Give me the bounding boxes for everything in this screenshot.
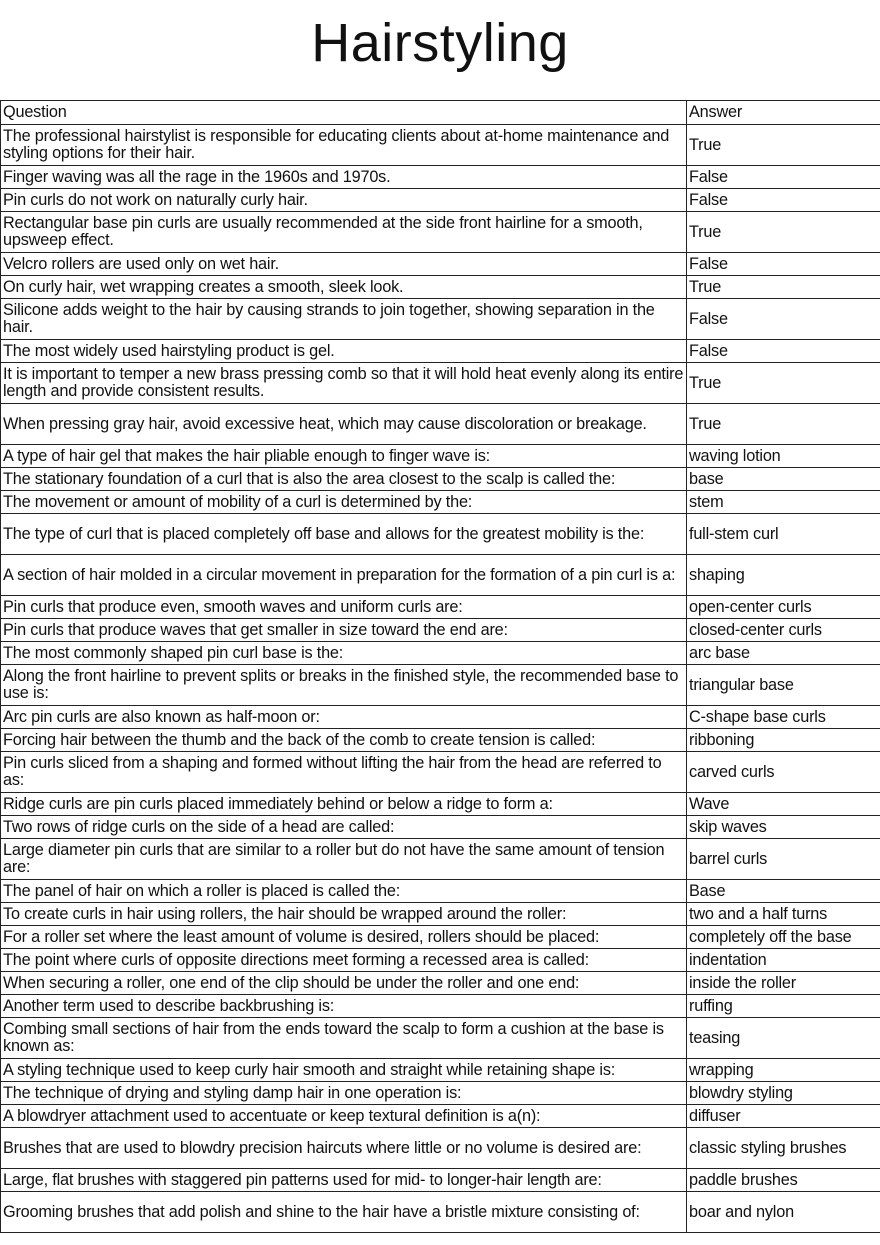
table-row <box>1 752 880 793</box>
question-cell: A blowdryer attachment used to accentuate or keep textural definition is a(n): <box>1 1105 687 1128</box>
table-row <box>1 189 880 212</box>
answer-cell: True <box>687 363 880 404</box>
answer-cell: Wave <box>687 793 880 816</box>
question-cell: It is important to temper a new brass pressing comb so that it will hold heat evenly along its entire length and provide consistent results. <box>1 363 687 404</box>
answer-cell: triangular base <box>687 665 880 706</box>
table-row <box>1 972 880 995</box>
answer-cell: blowdry styling <box>687 1082 880 1105</box>
table-row <box>1 926 880 949</box>
answer-cell: True <box>687 125 880 166</box>
table-row <box>1 491 880 514</box>
table-row <box>1 340 880 363</box>
answer-cell: boar and nylon <box>687 1192 880 1233</box>
table-row <box>1 793 880 816</box>
answer-cell: stem <box>687 491 880 514</box>
table-row <box>1 665 880 706</box>
question-cell: The most commonly shaped pin curl base is the: <box>1 642 687 665</box>
table-row <box>1 1105 880 1128</box>
table-row <box>1 839 880 880</box>
answer-cell: diffuser <box>687 1105 880 1128</box>
question-cell: The most widely used hairstyling product is gel. <box>1 340 687 363</box>
question-cell: Forcing hair between the thumb and the back of the comb to create tension is called: <box>1 729 687 752</box>
answer-cell: full-stem curl <box>687 514 880 555</box>
question-cell: Two rows of ridge curls on the side of a head are called: <box>1 816 687 839</box>
question-cell: Another term used to describe backbrushing is: <box>1 995 687 1018</box>
answer-cell: shaping <box>687 555 880 596</box>
question-cell: Pin curls that produce even, smooth waves and uniform curls are: <box>1 596 687 619</box>
question-cell: When pressing gray hair, avoid excessive heat, which may cause discoloration or breakage. <box>1 404 687 445</box>
table-row <box>1 253 880 276</box>
question-cell: Silicone adds weight to the hair by causing strands to join together, showing separation in the hair. <box>1 299 687 340</box>
answer-cell: True <box>687 276 880 299</box>
table-header-row <box>1 101 880 125</box>
table-row <box>1 706 880 729</box>
question-cell: Arc pin curls are also known as half-moon or: <box>1 706 687 729</box>
answer-cell: teasing <box>687 1018 880 1059</box>
table-row <box>1 1169 880 1192</box>
answer-cell: barrel curls <box>687 839 880 880</box>
table-row <box>1 903 880 926</box>
question-cell: Pin curls do not work on naturally curly hair. <box>1 189 687 212</box>
table-row <box>1 468 880 491</box>
answer-cell: paddle brushes <box>687 1169 880 1192</box>
question-cell: Combing small sections of hair from the ends toward the scalp to form a cushion at the base is known as: <box>1 1018 687 1059</box>
answer-cell: False <box>687 166 880 189</box>
answer-cell: base <box>687 468 880 491</box>
table-row <box>1 363 880 404</box>
question-cell: The type of curl that is placed completely off base and allows for the greatest mobility is the: <box>1 514 687 555</box>
question-cell: Grooming brushes that add polish and shine to the hair have a bristle mixture consisting of: <box>1 1192 687 1233</box>
table-row <box>1 596 880 619</box>
table-row <box>1 276 880 299</box>
answer-cell: indentation <box>687 949 880 972</box>
answer-cell: inside the roller <box>687 972 880 995</box>
table-row <box>1 1128 880 1169</box>
table-row <box>1 1059 880 1082</box>
answer-cell: completely off the base <box>687 926 880 949</box>
answer-cell: True <box>687 212 880 253</box>
table-row <box>1 816 880 839</box>
question-cell: Large, flat brushes with staggered pin patterns used for mid- to longer-hair length are: <box>1 1169 687 1192</box>
table-row <box>1 995 880 1018</box>
answer-cell: False <box>687 189 880 212</box>
table-row <box>1 1192 880 1233</box>
table-row <box>1 880 880 903</box>
answer-cell: ribboning <box>687 729 880 752</box>
answer-cell: closed-center curls <box>687 619 880 642</box>
answer-cell: False <box>687 340 880 363</box>
question-cell: The professional hairstylist is responsible for educating clients about at-home maintenance and styling options for their hair. <box>1 125 687 166</box>
question-header: Question <box>1 101 687 125</box>
question-cell: Rectangular base pin curls are usually recommended at the side front hairline for a smooth, upsweep effect. <box>1 212 687 253</box>
question-cell: When securing a roller, one end of the clip should be under the roller and one end: <box>1 972 687 995</box>
table-row <box>1 212 880 253</box>
question-cell: A section of hair molded in a circular movement in preparation for the formation of a pin curl is a: <box>1 555 687 596</box>
question-cell: Brushes that are used to blowdry precision haircuts where little or no volume is desired are: <box>1 1128 687 1169</box>
question-cell: Finger waving was all the rage in the 1960s and 1970s. <box>1 166 687 189</box>
table-row <box>1 445 880 468</box>
question-cell: The point where curls of opposite directions meet forming a recessed area is called: <box>1 949 687 972</box>
question-cell: Pin curls that produce waves that get smaller in size toward the end are: <box>1 619 687 642</box>
table-row <box>1 299 880 340</box>
question-cell: For a roller set where the least amount of volume is desired, rollers should be placed: <box>1 926 687 949</box>
table-row <box>1 642 880 665</box>
answer-cell: C-shape base curls <box>687 706 880 729</box>
question-cell: The stationary foundation of a curl that is also the area closest to the scalp is called the: <box>1 468 687 491</box>
table-row <box>1 729 880 752</box>
answer-cell: two and a half turns <box>687 903 880 926</box>
answer-cell: open-center curls <box>687 596 880 619</box>
answer-cell: wrapping <box>687 1059 880 1082</box>
question-cell: Along the front hairline to prevent splits or breaks in the finished style, the recommended base to use is: <box>1 665 687 706</box>
question-cell: The panel of hair on which a roller is placed is called the: <box>1 880 687 903</box>
answer-header: Answer <box>687 101 880 125</box>
question-cell: A styling technique used to keep curly hair smooth and straight while retaining shape is: <box>1 1059 687 1082</box>
answer-cell: True <box>687 404 880 445</box>
qa-table <box>0 100 880 1233</box>
table-row <box>1 166 880 189</box>
answer-cell: arc base <box>687 642 880 665</box>
answer-cell: False <box>687 299 880 340</box>
question-cell: To create curls in hair using rollers, the hair should be wrapped around the roller: <box>1 903 687 926</box>
question-cell: Pin curls sliced from a shaping and formed without lifting the hair from the head are referred to as: <box>1 752 687 793</box>
table-row <box>1 619 880 642</box>
question-cell: The technique of drying and styling damp hair in one operation is: <box>1 1082 687 1105</box>
table-row <box>1 404 880 445</box>
answer-cell: carved curls <box>687 752 880 793</box>
answer-cell: False <box>687 253 880 276</box>
table-row <box>1 1082 880 1105</box>
question-cell: The movement or amount of mobility of a curl is determined by the: <box>1 491 687 514</box>
question-cell: On curly hair, wet wrapping creates a smooth, sleek look. <box>1 276 687 299</box>
question-cell: Velcro rollers are used only on wet hair. <box>1 253 687 276</box>
answer-cell: ruffing <box>687 995 880 1018</box>
answer-cell: skip waves <box>687 816 880 839</box>
table-row <box>1 125 880 166</box>
question-cell: Ridge curls are pin curls placed immediately behind or below a ridge to form a: <box>1 793 687 816</box>
answer-cell: Base <box>687 880 880 903</box>
table-row <box>1 514 880 555</box>
page-title: Hairstyling <box>311 13 569 73</box>
question-cell: A type of hair gel that makes the hair pliable enough to finger wave is: <box>1 445 687 468</box>
answer-cell: classic styling brushes <box>687 1128 880 1169</box>
answer-cell: waving lotion <box>687 445 880 468</box>
table-row <box>1 555 880 596</box>
table-row <box>1 949 880 972</box>
table-row <box>1 1018 880 1059</box>
question-cell: Large diameter pin curls that are similar to a roller but do not have the same amount of tension are: <box>1 839 687 880</box>
